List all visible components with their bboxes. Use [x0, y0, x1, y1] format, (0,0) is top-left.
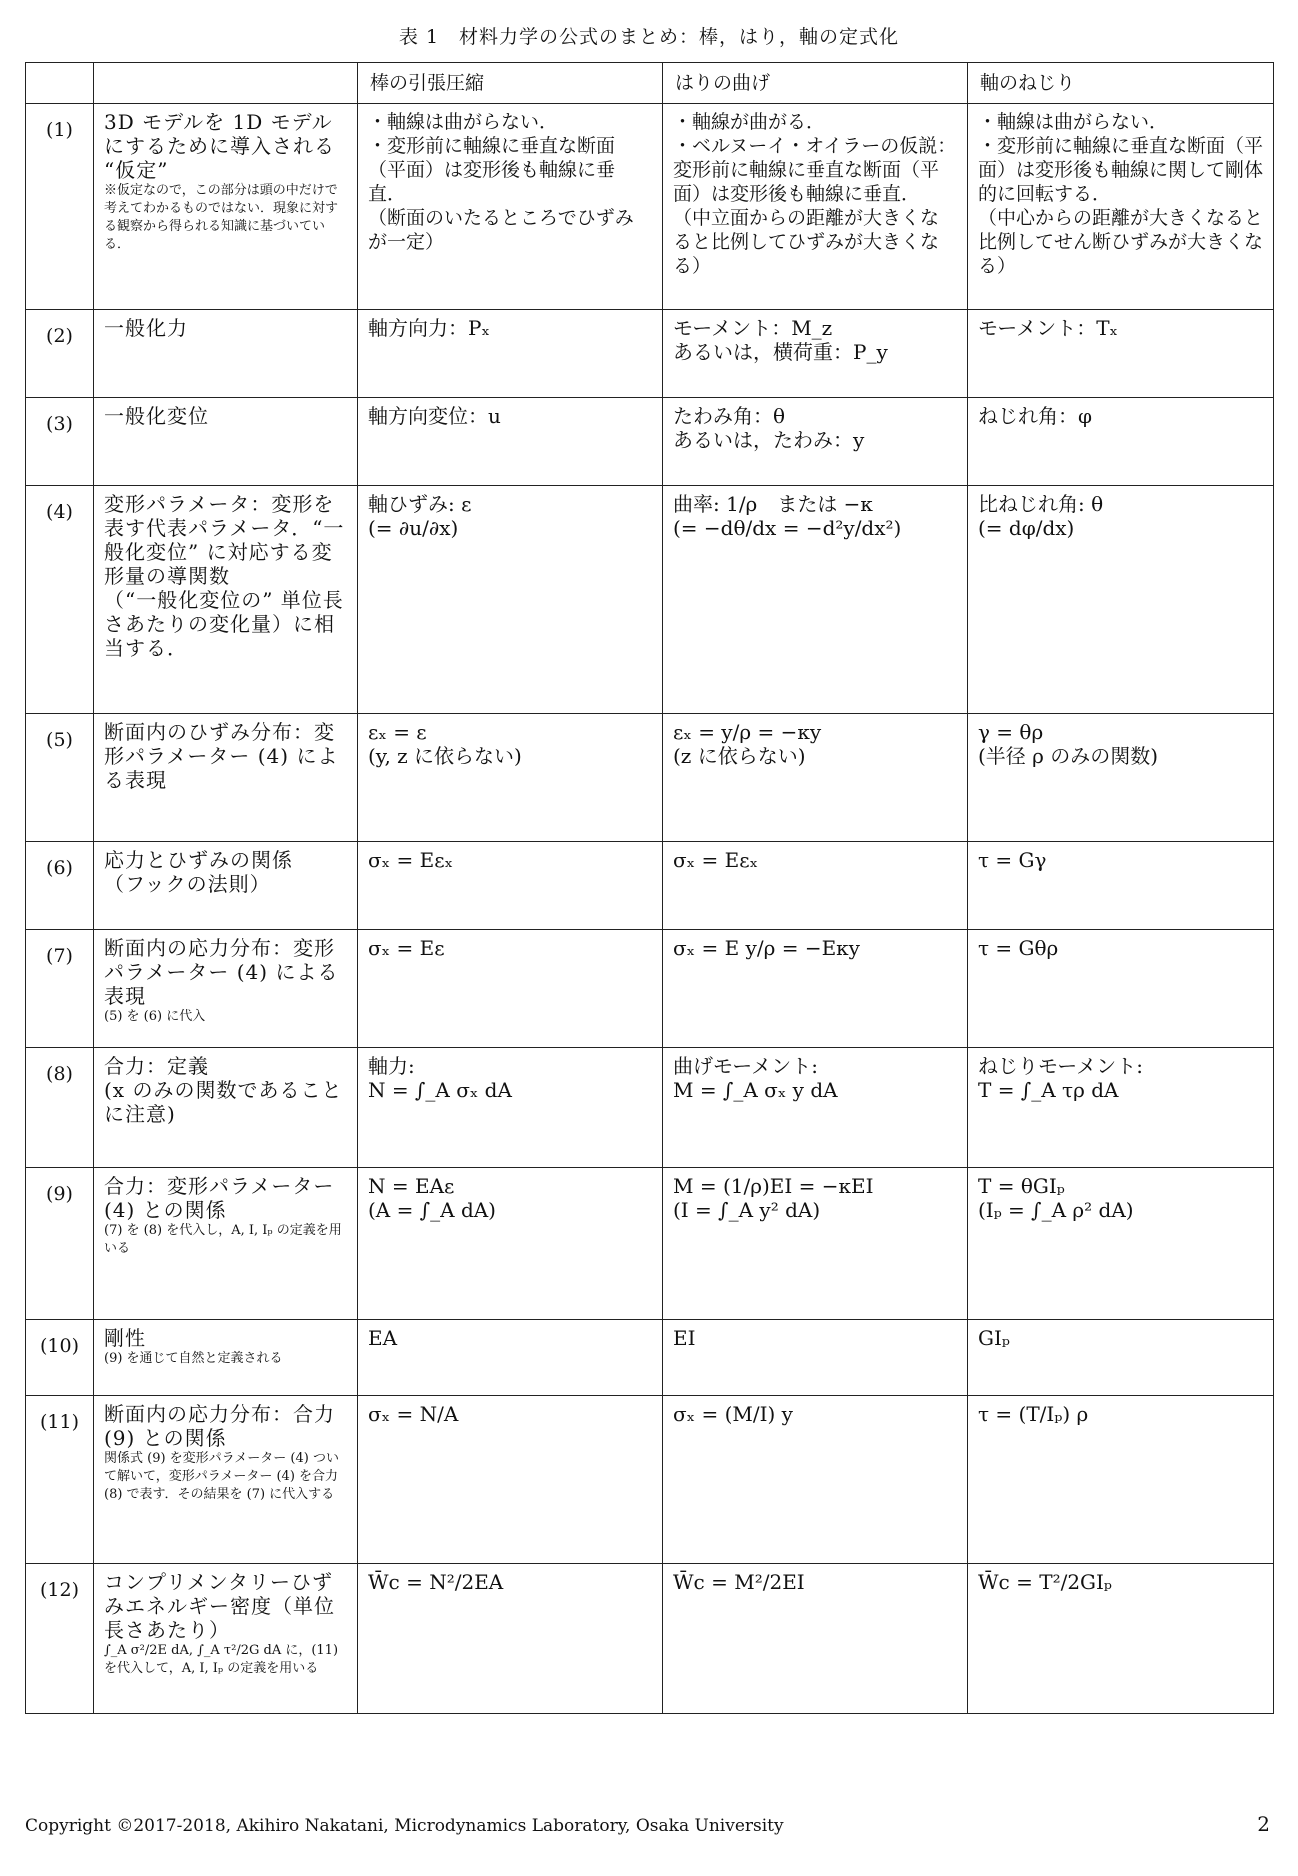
table-caption: 表 1 材料力学の公式のまとめ：棒，はり，軸の定式化 [398, 26, 900, 48]
cell-bar-text: σₓ = N/A [368, 1402, 459, 1426]
cell-bar-text: εₓ = ε (y, z に依らない) [368, 720, 522, 768]
cell-shaft [968, 842, 1274, 930]
cell-shaft-text: τ = (T/Iₚ) ρ [978, 1402, 1089, 1426]
cell-beam [663, 1396, 968, 1564]
cell-beam [663, 104, 968, 310]
cell-shaft-text: τ = Gθρ [978, 936, 1059, 960]
cell-shaft [968, 1048, 1274, 1168]
row-number [26, 930, 94, 1048]
row-description [94, 310, 358, 398]
cell-shaft [968, 398, 1274, 486]
cell-shaft-text: ・軸線は曲がらない． ・変形前に軸線に垂直な断面（平面）は変形後も軸線に関して剛体的に回転する． （中心からの距離が大きくなると比例してせん断ひずみが大きくなる） [978, 111, 1264, 277]
row-description-text: 変形パラメータ：変形を表す代表パラメータ．“一般化変位” に対応する変形量の導関数 （“一般化変位の” 単位長さあたりの変化量）に相当する． [104, 492, 345, 660]
row-number-text: (10) [39, 1335, 79, 1357]
cell-bar [358, 104, 663, 310]
row-number [26, 486, 94, 714]
cell-beam [663, 1320, 968, 1396]
table-row [26, 1396, 1274, 1564]
cell-shaft [968, 1320, 1274, 1396]
cell-beam-text: σₓ = Eεₓ [673, 848, 759, 872]
cell-beam-text: 曲率: 1/ρ または −κ (= −dθ/dx = −d²y/dx²) [673, 492, 902, 540]
row-number-text: (1) [46, 119, 73, 141]
cell-beam-text: EI [673, 1326, 696, 1350]
cell-beam-text: 曲げモーメント: M = ∫_A σₓ y dA [673, 1054, 838, 1102]
table-row [26, 310, 1274, 398]
row-description-text: 合力：定義 (x のみの関数であることに注意) [104, 1054, 343, 1126]
cell-shaft-text: ねじれ角：φ [978, 404, 1093, 428]
cell-beam-text: σₓ = (M/I) y [673, 1402, 793, 1426]
row-note: ∫_A σ²/2E dA, ∫_A τ²/2G dA に，(11) を代入して，A, I, Iₚ の定義を用いる [104, 1643, 339, 1676]
row-description [94, 1168, 358, 1320]
cell-bar [358, 1048, 663, 1168]
table-row [26, 398, 1274, 486]
row-number-text: (7) [46, 945, 73, 967]
row-number-text: (4) [46, 501, 73, 523]
table-row [26, 714, 1274, 842]
cell-beam-text: モーメント：M_z あるいは，横荷重：P_y [673, 316, 888, 364]
cell-shaft [968, 1564, 1274, 1714]
row-number-text: (5) [46, 729, 73, 751]
formula-table [25, 62, 1274, 1714]
cell-bar-text: W̄c = N²/2EA [368, 1570, 504, 1594]
row-description [94, 104, 358, 310]
table-row [26, 842, 1274, 930]
cell-bar-text: 軸方向変位：u [368, 404, 501, 428]
table-row [26, 1320, 1274, 1396]
cell-shaft-text: 比ねじれ角: θ (= dφ/dx) [978, 492, 1104, 540]
table-row [26, 486, 1274, 714]
cell-beam-text: W̄c = M²/2EI [673, 1570, 805, 1594]
cell-shaft [968, 714, 1274, 842]
cell-bar [358, 1396, 663, 1564]
cell-bar [358, 842, 663, 930]
header-desc [94, 63, 358, 104]
cell-shaft-text: τ = Gγ [978, 848, 1047, 872]
row-description-text: 断面内のひずみ分布：変形パラメーター (4) による表現 [104, 720, 339, 792]
row-description-text: 応力とひずみの関係 （フックの法則） [104, 848, 293, 896]
page-number: 2 [1257, 1812, 1270, 1836]
cell-shaft-text: モーメント：Tₓ [978, 316, 1119, 340]
row-number [26, 1396, 94, 1564]
cell-bar-text: σₓ = Eεₓ [368, 848, 454, 872]
cell-beam [663, 1168, 968, 1320]
row-description [94, 1396, 358, 1564]
header-shaft: 軸のねじり [968, 63, 1274, 104]
row-description [94, 930, 358, 1048]
cell-bar-text: 軸方向力：Pₓ [368, 316, 490, 340]
row-note: ※仮定なので，この部分は頭の中だけで考えてわかるものではない．現象に対する観察から得られる知識に基づいている． [104, 183, 339, 252]
header-num [26, 63, 94, 104]
cell-shaft [968, 1396, 1274, 1564]
row-number-text: (3) [46, 413, 73, 435]
row-description-text: 3D モデルを 1D モデルにするために導入される “仮定” [104, 110, 335, 182]
cell-shaft-text: T = θGIₚ (Iₚ = ∫_A ρ² dA) [978, 1174, 1134, 1222]
row-number [26, 842, 94, 930]
row-number [26, 104, 94, 310]
row-number-text: (12) [39, 1579, 79, 1601]
row-number [26, 714, 94, 842]
row-description-text: 合力：変形パラメーター (4) との関係 [104, 1174, 335, 1222]
row-description [94, 842, 358, 930]
cell-beam [663, 310, 968, 398]
table-row [26, 104, 1274, 310]
cell-shaft-text: W̄c = T²/2GIₚ [978, 1570, 1112, 1594]
cell-beam [663, 714, 968, 842]
row-description-text: 断面内の応力分布：合力 (9) との関係 [104, 1402, 335, 1450]
row-note: 関係式 (9) を変形パラメーター (4) ついて解いて，変形パラメーター (4) を合力 (8) で表す．その結果を (7) に代入する [104, 1451, 339, 1502]
row-description-text: 剛性 [104, 1326, 146, 1350]
cell-bar-text: N = EAε (A = ∫_A dA) [368, 1174, 496, 1222]
row-description [94, 1564, 358, 1714]
cell-bar [358, 714, 663, 842]
cell-bar [358, 1168, 663, 1320]
cell-bar [358, 310, 663, 398]
cell-beam [663, 842, 968, 930]
header-row [26, 63, 1274, 104]
row-description [94, 1320, 358, 1396]
row-description [94, 1048, 358, 1168]
row-description [94, 398, 358, 486]
cell-bar [358, 398, 663, 486]
row-description-text: 一般化変位 [104, 404, 209, 428]
row-number-text: (8) [46, 1063, 73, 1085]
cell-bar-text: ・軸線は曲がらない． ・変形前に軸線に垂直な断面（平面）は変形後も軸線に垂直． （断面のいたるところでひずみが一定） [368, 111, 634, 253]
row-description-text: 断面内の応力分布：変形パラメーター (4) による表現 [104, 936, 339, 1008]
row-note: (5) を (6) に代入 [104, 1009, 206, 1024]
cell-bar [358, 486, 663, 714]
cell-beam [663, 486, 968, 714]
cell-beam-text: ・軸線が曲がる． ・ベルヌーイ・オイラーの仮説：変形前に軸線に垂直な断面（平面）は変形後も軸線に垂直． （中立面からの距離が大きくなると比例してひずみが大きくなる） [673, 111, 957, 277]
row-number-text: (11) [39, 1411, 79, 1433]
row-number-text: (9) [46, 1183, 73, 1205]
row-number [26, 1320, 94, 1396]
cell-beam [663, 1048, 968, 1168]
cell-bar [358, 1564, 663, 1714]
cell-beam-text: σₓ = E y/ρ = −Eκy [673, 936, 860, 960]
row-number [26, 398, 94, 486]
cell-bar-text: 軸力: N = ∫_A σₓ dA [368, 1054, 512, 1102]
table-row [26, 1048, 1274, 1168]
row-number [26, 1048, 94, 1168]
cell-shaft [968, 930, 1274, 1048]
cell-shaft [968, 486, 1274, 714]
cell-beam [663, 398, 968, 486]
row-note: (9) を通じて自然と定義される [104, 1351, 283, 1366]
row-description [94, 714, 358, 842]
row-number-text: (2) [46, 325, 73, 347]
row-note: (7) を (8) を代入し，A, I, Iₚ の定義を用いる [104, 1223, 342, 1256]
cell-bar-text: σₓ = Eε [368, 936, 445, 960]
row-description-text: コンプリメンタリーひずみエネルギー密度（単位長さあたり） [104, 1570, 335, 1642]
header-bar: 棒の引張圧縮 [358, 63, 663, 104]
cell-shaft [968, 1168, 1274, 1320]
row-description-text: 一般化力 [104, 316, 188, 340]
cell-bar-text: EA [368, 1326, 398, 1350]
cell-bar [358, 930, 663, 1048]
cell-shaft [968, 310, 1274, 398]
cell-beam [663, 930, 968, 1048]
cell-beam-text: たわみ角：θ あるいは，たわみ：y [673, 404, 865, 452]
row-number-text: (6) [46, 857, 73, 879]
cell-beam [663, 1564, 968, 1714]
table-row [26, 930, 1274, 1048]
cell-shaft-text: γ = θρ (半径 ρ のみの関数) [978, 720, 1159, 768]
header-beam: はりの曲げ [663, 63, 968, 104]
cell-shaft-text: GIₚ [978, 1326, 1010, 1350]
row-description [94, 486, 358, 714]
row-number [26, 1168, 94, 1320]
table-row [26, 1168, 1274, 1320]
cell-beam-text: M = (1/ρ)EI = −κEI (I = ∫_A y² dA) [673, 1174, 874, 1222]
copyright: Copyright ©2017-2018, Akihiro Nakatani, Microdynamics Laboratory, Osaka University [25, 1816, 784, 1836]
row-number [26, 310, 94, 398]
row-number [26, 1564, 94, 1714]
cell-shaft [968, 104, 1274, 310]
cell-beam-text: εₓ = y/ρ = −κy (z に依らない) [673, 720, 822, 768]
cell-bar [358, 1320, 663, 1396]
cell-shaft-text: ねじりモーメント: T = ∫_A τρ dA [978, 1054, 1143, 1102]
cell-bar-text: 軸ひずみ: ε (= ∂u/∂x) [368, 492, 472, 540]
table-row [26, 1564, 1274, 1714]
